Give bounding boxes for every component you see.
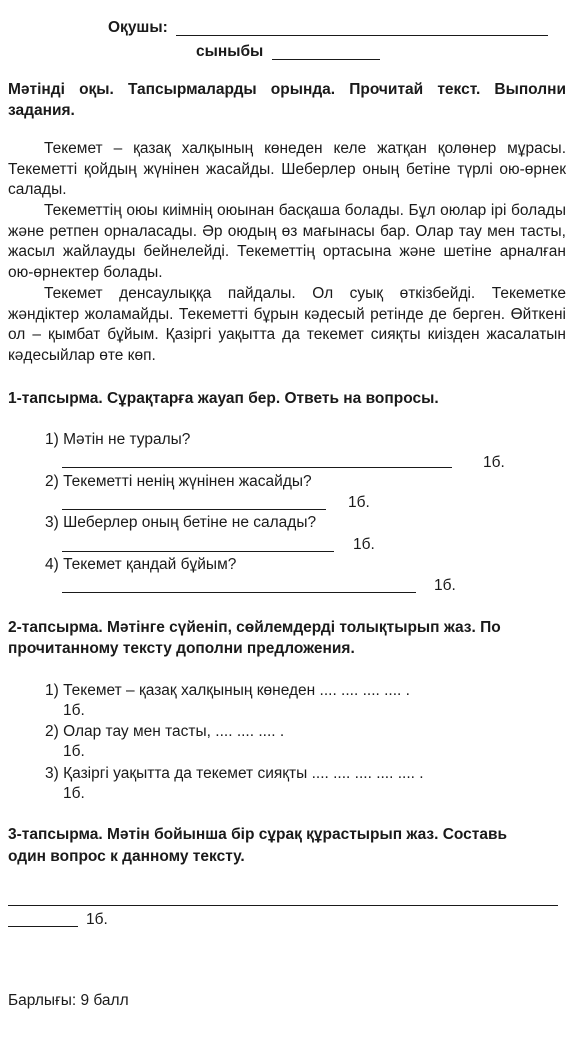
task2-title-line-2: прочитанному тексту дополни предложения. [8,640,355,657]
task2-points-1: 1б. [63,702,85,719]
total-score: Барлығы: 9 балл [8,992,129,1009]
task1-question-1: 1) Мәтін не туралы? [45,431,191,448]
task2-item-3: 3) Қазіргі уақытта да текемет сияқты .... .... .... .... .... . [45,765,424,782]
reading-paragraph-1 [8,139,566,201]
task2-title-line-1: 2-тапсырма. Мәтінге сүйеніп, сөйлемдерді толықтырып жаз. По [8,619,501,636]
task1-points-1: 1б. [483,454,505,471]
task1-answer-line-2[interactable] [62,509,326,510]
paragraph-3-text: Текемет денсаулыққа пайдалы. Ол суық өткізбейді. Текеметке жәндіктер жоламайды. Текеметті бұрын кәдесый ретінде де берген. Өйткені ол – қымбат бұйым. Қазіргі уақытта да текемет сияқты киізден жасалатын кәдесыйлар өте көп. [8,285,566,365]
paragraph-1-text: Текемет – қазақ халқының көнеден келе жатқан қолөнер мұрасы. Текеметті қойдың жүнінен жасайды. Шеберлер оның бетіне түрлі ою-өрнек салады. [8,140,566,199]
task1-points-4: 1б. [434,577,456,594]
task1-answer-line-1[interactable] [62,467,452,468]
task1-points-2: 1б. [348,494,370,511]
task1-question-4: 4) Текемет қандай бұйым? [45,556,237,573]
task2-item-1: 1) Текемет – қазақ халқының көнеден .... .... .... .... . [45,682,410,699]
task2-points-3: 1б. [63,785,85,802]
task1-answer-line-4[interactable] [62,592,416,593]
class-label: сыныбы [196,43,264,60]
task1-answer-line-3[interactable] [62,551,334,552]
student-label: Оқушы: [108,19,168,36]
task1-question-3: 3) Шеберлер оның бетіне не салады? [45,514,317,531]
task2-item-2: 2) Олар тау мен тасты, .... .... .... . [45,723,285,740]
task3-title-line-2: один вопрос к данному тексту. [8,848,245,865]
instructions: Мәтінді оқы. Тапсырмаларды орында. Прочитай текст. Выполни задания. [8,81,566,119]
paragraph-2-text: Текеметтің оюы киімнің оюынан басқаша болады. Бұл оюлар ірі болады және ретпен орналасады. Әр оюдың өз мағынасы бар. Олар тау мен тасты, жасыл жайлауды бейнелейді. Текеметтің ортасына және шетіне арналған ою-өрнектер болады. [8,202,566,282]
task3-points: 1б. [86,911,108,928]
task3-answer-line-2[interactable] [8,926,78,927]
student-name-line[interactable] [176,35,548,36]
reading-paragraph-3 [8,284,566,367]
task1-points-3: 1б. [353,536,375,553]
task2-points-2: 1б. [63,743,85,760]
reading-paragraph-2 [8,201,566,284]
task3-title-line-1: 3-тапсырма. Мәтін бойынша бір сұрақ құрастырып жаз. Составь [8,826,508,843]
class-line[interactable] [272,59,380,60]
task3-answer-line-1[interactable] [8,905,558,906]
task1-question-2: 2) Текеметті ненің жүнінен жасайды? [45,473,312,490]
task1-title: 1-тапсырма. Сұрақтарға жауап бер. Ответь на вопросы. [8,390,439,407]
